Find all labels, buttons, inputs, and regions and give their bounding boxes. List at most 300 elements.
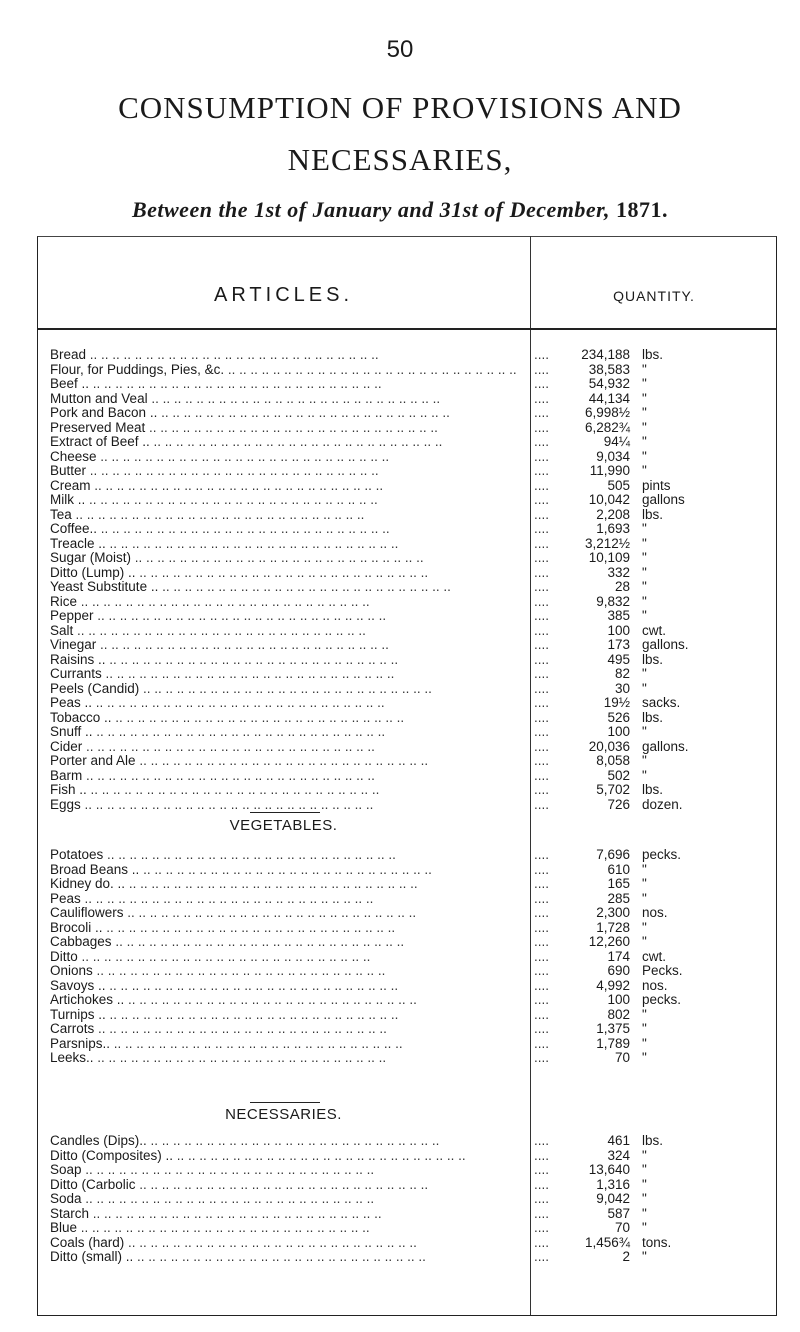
quantity-value: 505 bbox=[607, 477, 630, 493]
leader-dots: .... bbox=[534, 637, 550, 652]
table-row bbox=[50, 522, 770, 537]
article-name: Currants .. .. bbox=[50, 667, 528, 682]
quantity-value: 802 bbox=[607, 1006, 630, 1022]
quantity-value: 54,932 bbox=[588, 376, 630, 391]
table-row bbox=[50, 493, 770, 508]
quantity-value: 1,728 bbox=[596, 919, 630, 935]
table-row bbox=[50, 653, 770, 668]
quantity-unit: nos. bbox=[642, 905, 668, 920]
quantity-value: 173 bbox=[607, 637, 630, 652]
table-row bbox=[50, 1149, 770, 1164]
quantity-unit: gallons. bbox=[642, 637, 689, 652]
quantity-unit: pecks. bbox=[642, 847, 682, 862]
table-row bbox=[50, 711, 770, 726]
quantity-unit: " bbox=[642, 767, 647, 783]
article-name: Ditto (Composites) .. .. .. bbox=[50, 1149, 528, 1164]
quantity-unit: " bbox=[642, 376, 647, 391]
quantity-value: 6,998½ bbox=[584, 405, 630, 420]
leader-dots: .... bbox=[534, 977, 550, 993]
quantity-value: 587 bbox=[607, 1205, 630, 1221]
quantity-value: 8,058 bbox=[596, 753, 630, 768]
article-name: Ditto (small) .. .. .. bbox=[50, 1250, 528, 1265]
quantity-unit: pecks. bbox=[642, 992, 682, 1007]
quantity-value: 94¼ bbox=[603, 434, 630, 449]
article-name: Soda .. .. bbox=[50, 1192, 528, 1207]
leader-dots: .... bbox=[534, 934, 550, 949]
article-name: Cider .. .. bbox=[50, 740, 528, 755]
table-row bbox=[50, 740, 770, 755]
table-row bbox=[50, 638, 770, 653]
article-name: Rice .. .. bbox=[50, 595, 528, 610]
table-row bbox=[50, 964, 770, 979]
table-row bbox=[50, 783, 770, 798]
leader-dots: .... bbox=[534, 1220, 550, 1235]
quantity-unit: " bbox=[642, 1191, 647, 1206]
leader-dots: .... bbox=[534, 876, 550, 891]
quantity-value: 6,282¾ bbox=[584, 419, 630, 435]
leader-dots: .... bbox=[534, 361, 550, 377]
leader-dots: .... bbox=[534, 1176, 550, 1192]
leader-dots: .... bbox=[534, 376, 550, 391]
quantity-unit: lbs. bbox=[642, 709, 664, 725]
quantity-unit: " bbox=[642, 521, 647, 536]
table-row bbox=[50, 754, 770, 769]
leader-dots: .... bbox=[534, 963, 550, 978]
title-line-1: CONSUMPTION OF PROVISIONS AND bbox=[118, 90, 682, 125]
article-name: Extract of Beef .. .. .. bbox=[50, 435, 528, 450]
quantity-unit: " bbox=[642, 1176, 647, 1192]
leader-dots: .... bbox=[534, 1191, 550, 1206]
leader-dots: .... bbox=[534, 521, 550, 536]
article-name: Carrots .. .. bbox=[50, 1022, 528, 1037]
section-rule bbox=[250, 1102, 320, 1103]
quantity-unit: " bbox=[642, 753, 647, 768]
quantity-unit: " bbox=[642, 463, 647, 478]
quantity-unit: lbs. bbox=[642, 1133, 664, 1148]
table-row bbox=[50, 1192, 770, 1207]
article-name: Candles (Dips).. .. .. bbox=[50, 1134, 528, 1149]
quantity-unit: gallons. bbox=[642, 738, 689, 754]
quantity-value: 44,134 bbox=[588, 390, 630, 406]
article-name: Cauliflowers .. .. bbox=[50, 906, 528, 921]
article-name: Ditto (Lump) .. .. .. bbox=[50, 566, 528, 581]
quantity-value: 3,212½ bbox=[584, 535, 630, 551]
leader-dots: .... bbox=[534, 905, 550, 920]
quantity-unit: " bbox=[642, 608, 647, 623]
table-row bbox=[50, 508, 770, 523]
table-row bbox=[50, 667, 770, 682]
quantity-value: 526 bbox=[607, 709, 630, 725]
quantity-unit: " bbox=[642, 680, 647, 696]
leader-dots: .... bbox=[534, 1205, 550, 1221]
quantity-value: 10,042 bbox=[588, 492, 630, 507]
leader-dots: .... bbox=[534, 390, 550, 406]
leader-dots: .... bbox=[534, 506, 550, 522]
article-name: Beef .. .. .. bbox=[50, 377, 528, 392]
quantity-unit: lbs. bbox=[642, 506, 664, 522]
article-name: Coffee.. .. .. bbox=[50, 522, 528, 537]
article-name: Cheese .. .. bbox=[50, 450, 528, 465]
article-name: Ditto (Carbolic .. .. bbox=[50, 1178, 528, 1193]
quantity-unit: Pecks. bbox=[642, 963, 683, 978]
leader-dots: .... bbox=[534, 593, 550, 609]
quantity-unit: " bbox=[642, 419, 647, 435]
leader-dots: .... bbox=[534, 680, 550, 696]
table-row bbox=[50, 406, 770, 421]
quantity-value: 2,300 bbox=[596, 905, 630, 920]
leader-dots: .... bbox=[534, 550, 550, 565]
article-name: Kidney do. .. .. .. bbox=[50, 877, 528, 892]
table-row bbox=[50, 1250, 770, 1265]
table-row bbox=[50, 798, 770, 813]
article-name: Mutton and Veal .. .. bbox=[50, 392, 528, 407]
article-name: Pork and Bacon .. .. .. bbox=[50, 406, 528, 421]
article-name: Parsnips.. .. .. bbox=[50, 1037, 528, 1052]
leader-dots: .... bbox=[534, 1162, 550, 1177]
leader-dots: .... bbox=[534, 477, 550, 493]
article-name: Salt .. .. bbox=[50, 624, 528, 639]
quantity-unit: " bbox=[642, 1220, 647, 1235]
quantity-unit: pints bbox=[642, 477, 671, 493]
necessaries-title: NECESSARIES. bbox=[225, 1106, 342, 1123]
quantity-value: 332 bbox=[607, 564, 630, 580]
header-rule bbox=[37, 328, 777, 330]
quantity-value: 11,990 bbox=[589, 463, 630, 478]
article-name: Tobacco .. .. .. bbox=[50, 711, 528, 726]
leader-dots: .... bbox=[534, 919, 550, 935]
table-row bbox=[50, 696, 770, 711]
leader-dots: .... bbox=[534, 782, 550, 797]
subtitle-between: Between the bbox=[131, 197, 249, 222]
quantity-value: 19½ bbox=[603, 695, 630, 710]
quantity-value: 610 bbox=[607, 861, 630, 877]
leader-dots: .... bbox=[534, 419, 550, 435]
table-row bbox=[50, 421, 770, 436]
article-name: Pepper .. .. bbox=[50, 609, 528, 624]
quantity-value: 385 bbox=[607, 608, 630, 623]
article-name: Peels (Candid) .. .. bbox=[50, 682, 528, 697]
quantity-value: 2,208 bbox=[596, 506, 630, 522]
quantity-unit: " bbox=[642, 666, 647, 681]
table-row bbox=[50, 682, 770, 697]
quantity-unit: " bbox=[642, 448, 647, 464]
article-name: Artichokes .. .. .. bbox=[50, 993, 528, 1008]
article-name: Leeks.. .. .. bbox=[50, 1051, 528, 1066]
quantity-unit: " bbox=[642, 535, 647, 551]
quantity-unit: " bbox=[642, 1205, 647, 1221]
article-name: Brocoli .. .. .. bbox=[50, 921, 528, 936]
quantity-value: 461 bbox=[607, 1133, 630, 1148]
quantity-unit: " bbox=[642, 1162, 647, 1177]
quantity-unit: " bbox=[642, 934, 647, 949]
leader-dots: .... bbox=[534, 1133, 550, 1148]
table-row bbox=[50, 906, 770, 921]
table-row bbox=[50, 595, 770, 610]
leader-dots: .... bbox=[534, 622, 550, 638]
quantity-value: 10,109 bbox=[588, 550, 630, 565]
table-row bbox=[50, 950, 770, 965]
table-row bbox=[50, 725, 770, 740]
table-row bbox=[50, 769, 770, 784]
quantity-value: 1,375 bbox=[596, 1021, 630, 1036]
quantity-value: 38,583 bbox=[588, 361, 630, 377]
article-name: Milk .. .. .. bbox=[50, 493, 528, 508]
quantity-unit: " bbox=[642, 361, 647, 377]
title-line-2: NECESSARIES, bbox=[287, 142, 513, 177]
table-row bbox=[50, 1178, 770, 1193]
quantity-value: 1,693 bbox=[596, 521, 630, 536]
article-name: Coals (hard) .. .. bbox=[50, 1236, 528, 1251]
quantity-value: 690 bbox=[607, 963, 630, 978]
article-name: Eggs .. .. bbox=[50, 798, 528, 813]
leader-dots: .... bbox=[534, 948, 550, 964]
leader-dots: .... bbox=[534, 992, 550, 1007]
page-number: 50 bbox=[386, 36, 414, 63]
table-row bbox=[50, 1022, 770, 1037]
quantity-unit: cwt. bbox=[642, 948, 667, 964]
quantity-value: 9,034 bbox=[596, 448, 630, 464]
article-name: Treacle .. .. .. bbox=[50, 537, 528, 552]
table-row bbox=[50, 993, 770, 1008]
leader-dots: .... bbox=[534, 347, 550, 362]
article-name: Bread .. .. bbox=[50, 348, 528, 363]
leader-dots: .... bbox=[534, 861, 550, 877]
article-name: Porter and Ale .. .. bbox=[50, 754, 528, 769]
subtitle-last: 31st bbox=[439, 197, 479, 222]
leader-dots: .... bbox=[534, 405, 550, 420]
article-name: Fish .. .. .. bbox=[50, 783, 528, 798]
necessaries-table bbox=[50, 1134, 770, 1265]
quantity-value: 234,188 bbox=[581, 347, 630, 362]
quantity-value: 1,316 bbox=[596, 1176, 630, 1192]
quantity-unit: " bbox=[642, 1035, 647, 1051]
quantity-unit: gallons bbox=[642, 492, 685, 507]
quantity-value: 174 bbox=[607, 948, 630, 964]
leader-dots: .... bbox=[534, 535, 550, 551]
quantity-value: 324 bbox=[607, 1147, 630, 1163]
quantity-value: 7,696 bbox=[596, 847, 630, 862]
quantity-unit: cwt. bbox=[642, 622, 667, 638]
quantity-value: 13,640 bbox=[588, 1162, 630, 1177]
leader-dots: .... bbox=[534, 579, 550, 594]
leader-dots: .... bbox=[534, 695, 550, 710]
table-row bbox=[50, 551, 770, 566]
table-row bbox=[50, 392, 770, 407]
leader-dots: .... bbox=[534, 1234, 550, 1250]
article-name: Raisins .. .. .. bbox=[50, 653, 528, 668]
table-row bbox=[50, 1221, 770, 1236]
quantity-unit: " bbox=[642, 564, 647, 580]
quantity-unit: " bbox=[642, 550, 647, 565]
table-row bbox=[50, 935, 770, 950]
quantity-unit: lbs. bbox=[642, 782, 664, 797]
quantity-value: 502 bbox=[607, 767, 630, 783]
quantity-unit: " bbox=[642, 890, 647, 906]
table-row bbox=[50, 892, 770, 907]
table-row bbox=[50, 479, 770, 494]
quantity-value: 285 bbox=[607, 890, 630, 906]
table-row bbox=[50, 1051, 770, 1066]
table-row bbox=[50, 877, 770, 892]
article-name: Yeast Substitute .. .. .. bbox=[50, 580, 528, 595]
quantity-value: 1,456¾ bbox=[584, 1234, 630, 1250]
leader-dots: .... bbox=[534, 434, 550, 449]
leader-dots: .... bbox=[534, 1050, 550, 1065]
leader-dots: .... bbox=[534, 753, 550, 768]
table-row bbox=[50, 580, 770, 595]
table-row bbox=[50, 1236, 770, 1251]
leader-dots: .... bbox=[534, 608, 550, 623]
quantity-value: 100 bbox=[607, 622, 630, 638]
leader-dots: .... bbox=[534, 1249, 550, 1264]
article-name: Potatoes .. .. bbox=[50, 848, 528, 863]
quantity-unit: lbs. bbox=[642, 347, 664, 362]
leader-dots: .... bbox=[534, 738, 550, 754]
quantity-unit: nos. bbox=[642, 977, 668, 993]
article-name: Butter .. .. bbox=[50, 464, 528, 479]
vegetables-table bbox=[50, 848, 770, 1066]
subtitle bbox=[0, 197, 800, 223]
leader-dots: .... bbox=[534, 1035, 550, 1051]
table-row bbox=[50, 1163, 770, 1178]
table-row bbox=[50, 363, 770, 378]
article-name: Peas .. .. bbox=[50, 892, 528, 907]
subtitle-first: 1st bbox=[254, 197, 282, 222]
article-name: Broad Beans .. .. .. bbox=[50, 863, 528, 878]
subtitle-year: 1871. bbox=[616, 197, 669, 222]
leader-dots: .... bbox=[534, 767, 550, 783]
quantity-unit: tons. bbox=[642, 1234, 672, 1250]
leader-dots: .... bbox=[534, 666, 550, 681]
quantity-unit: " bbox=[642, 861, 647, 877]
quantity-unit: dozen. bbox=[642, 796, 683, 812]
leader-dots: .... bbox=[534, 890, 550, 906]
article-name: Sugar (Moist) .. .. bbox=[50, 551, 528, 566]
provisions-table bbox=[50, 348, 770, 812]
section-rule bbox=[250, 812, 320, 813]
quantity-value: 82 bbox=[614, 666, 630, 681]
quantity-value: 100 bbox=[607, 992, 630, 1007]
leader-dots: .... bbox=[534, 651, 550, 667]
table-row bbox=[50, 450, 770, 465]
leader-dots: .... bbox=[534, 724, 550, 739]
table-row bbox=[50, 464, 770, 479]
table-row bbox=[50, 921, 770, 936]
table-row bbox=[50, 848, 770, 863]
quantity-value: 30 bbox=[614, 680, 630, 696]
quantity-header: QUANTITY. bbox=[613, 288, 695, 304]
table-row bbox=[50, 435, 770, 450]
quantity-unit: " bbox=[642, 1249, 647, 1264]
quantity-unit: " bbox=[642, 390, 647, 406]
quantity-unit: " bbox=[642, 1006, 647, 1022]
quantity-unit: " bbox=[642, 593, 647, 609]
quantity-unit: " bbox=[642, 1050, 647, 1065]
table-row bbox=[50, 348, 770, 363]
quantity-value: 20,036 bbox=[588, 738, 630, 754]
article-name: Peas .. .. .. bbox=[50, 696, 528, 711]
leader-dots: .... bbox=[534, 1006, 550, 1022]
article-name: Savoys .. .. .. bbox=[50, 979, 528, 994]
quantity-value: 28 bbox=[614, 579, 630, 594]
quantity-value: 100 bbox=[607, 724, 630, 739]
quantity-value: 726 bbox=[607, 796, 630, 812]
article-name: Blue .. .. bbox=[50, 1221, 528, 1236]
article-name: Ditto .. .. bbox=[50, 950, 528, 965]
quantity-value: 495 bbox=[607, 651, 630, 667]
quantity-unit: " bbox=[642, 405, 647, 420]
article-name: Starch .. .. bbox=[50, 1207, 528, 1222]
article-name: Vinegar .. .. bbox=[50, 638, 528, 653]
article-name: Onions .. .. bbox=[50, 964, 528, 979]
table-row bbox=[50, 609, 770, 624]
quantity-unit: " bbox=[642, 1021, 647, 1036]
quantity-unit: " bbox=[642, 1147, 647, 1163]
quantity-unit: sacks. bbox=[642, 695, 681, 710]
leader-dots: .... bbox=[534, 1021, 550, 1036]
article-name: Tea .. .. bbox=[50, 508, 528, 523]
article-name: Cream .. .. bbox=[50, 479, 528, 494]
article-name: Preserved Meat .. .. bbox=[50, 421, 528, 436]
table-row bbox=[50, 1008, 770, 1023]
leader-dots: .... bbox=[534, 448, 550, 464]
quantity-unit: " bbox=[642, 876, 647, 891]
quantity-value: 9,042 bbox=[596, 1191, 630, 1206]
article-name: Flour, for Puddings, Pies, &c. .. .. bbox=[50, 363, 528, 378]
articles-header: ARTICLES. bbox=[214, 284, 353, 306]
subtitle-of-dec: of December, bbox=[484, 197, 611, 222]
quantity-unit: " bbox=[642, 434, 647, 449]
leader-dots: .... bbox=[534, 796, 550, 812]
quantity-value: 12,260 bbox=[588, 934, 630, 949]
article-name: Cabbages .. .. bbox=[50, 935, 528, 950]
article-name: Barm .. .. bbox=[50, 769, 528, 784]
table-row bbox=[50, 566, 770, 581]
quantity-value: 165 bbox=[607, 876, 630, 891]
leader-dots: .... bbox=[534, 1147, 550, 1163]
vegetables-title: VEGETABLES. bbox=[229, 817, 338, 834]
quantity-value: 2 bbox=[622, 1249, 630, 1264]
leader-dots: .... bbox=[534, 564, 550, 580]
article-name: Soap .. .. bbox=[50, 1163, 528, 1178]
table-row bbox=[50, 377, 770, 392]
table-row bbox=[50, 979, 770, 994]
quantity-unit: " bbox=[642, 919, 647, 935]
table-row bbox=[50, 863, 770, 878]
table-row bbox=[50, 537, 770, 552]
quantity-value: 9,832 bbox=[596, 593, 630, 609]
table-row bbox=[50, 1134, 770, 1149]
quantity-value: 4,992 bbox=[596, 977, 630, 993]
leader-dots: .... bbox=[534, 709, 550, 725]
quantity-unit: " bbox=[642, 579, 647, 594]
table-row bbox=[50, 1207, 770, 1222]
article-name: Turnips .. .. .. bbox=[50, 1008, 528, 1023]
leader-dots: .... bbox=[534, 492, 550, 507]
subtitle-of-jan: of January and bbox=[287, 197, 434, 222]
table-row bbox=[50, 624, 770, 639]
leader-dots: .... bbox=[534, 463, 550, 478]
quantity-unit: " bbox=[642, 724, 647, 739]
leader-dots: .... bbox=[534, 847, 550, 862]
quantity-value: 70 bbox=[614, 1050, 630, 1065]
article-name: Snuff .. .. .. bbox=[50, 725, 528, 740]
quantity-value: 1,789 bbox=[596, 1035, 630, 1051]
table-row bbox=[50, 1037, 770, 1052]
quantity-value: 70 bbox=[614, 1220, 630, 1235]
quantity-unit: lbs. bbox=[642, 651, 664, 667]
quantity-value: 5,702 bbox=[596, 782, 630, 797]
